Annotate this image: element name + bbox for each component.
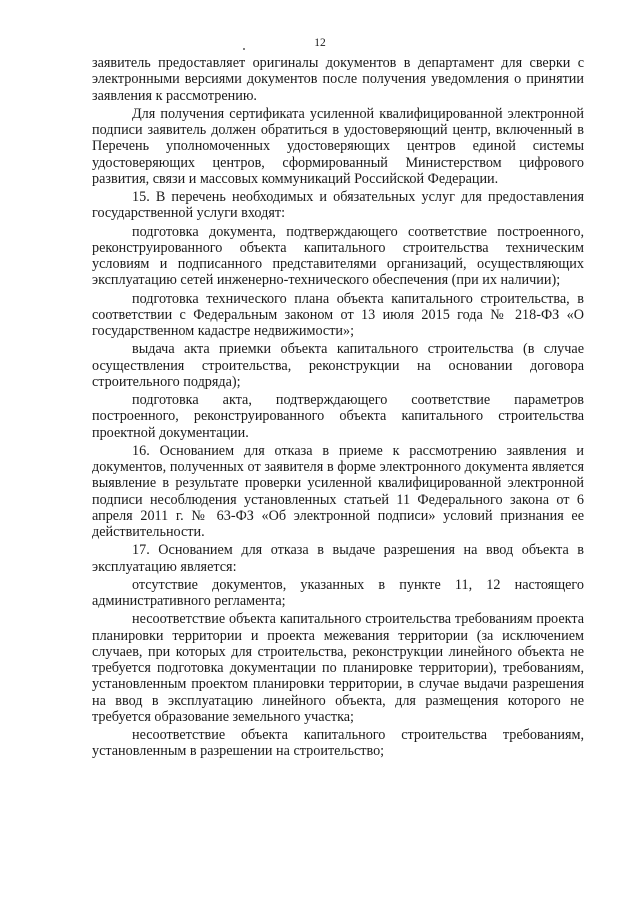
paragraph-section-15: 15. В перечень необходимых и обязательных услуг для предоставления государственной услуги входят: xyxy=(92,189,584,222)
document-body xyxy=(92,55,584,762)
list-item-planning-mismatch: несоответствие объекта капитального строительства требованиям проекта планировки территории и проекта межевания территории (за исключением случаев, при которых для строительства, реконструкции линейного объекта не требуется подготовка документации по планировке территории), требованиям, установленным проектом планировки территории, в случае выдачи разрешения на ввод в эксплуатацию линейного объекта, для размещения которого не требуется образование земельного участка; xyxy=(92,611,584,725)
paragraph-section-17: 17. Основанием для отказа в выдаче разрешения на ввод объекта в эксплуатацию является: xyxy=(92,542,584,575)
list-item-parameters-act: подготовка акта, подтверждающего соответствие параметров построенного, реконструированного объекта капитального строительства проектной документации. xyxy=(92,392,584,441)
list-item-permit-mismatch: несоответствие объекта капитального строительства требованиям, установленным в разрешении на строительство; xyxy=(92,727,584,760)
list-item-acceptance-act: выдача акта приемки объекта капитального строительства (в случае осуществления строительства, реконструкции на основании договора строительного подряда); xyxy=(92,341,584,390)
list-item-missing-documents: отсутствие документов, указанных в пункте 11, 12 настоящего административного регламента; xyxy=(92,576,584,609)
scan-speck xyxy=(243,48,245,50)
paragraph-signature-certificate: Для получения сертификата усиленной квалифицированной электронной подписи заявитель должен обратиться в удостоверяющий центр, включенный в Перечень уполномоченных удостоверяющих центров единой системы удостоверяющих центров, сформированный Министерством цифрового развития, связи и массовых коммуникаций Российской Федерации. xyxy=(92,105,584,187)
list-item-compliance-document: подготовка документа, подтверждающего соответствие построенного, реконструированного объекта капитального строительства техническим условиям и подписанного представителями организаций, осуществляющих эксплуатацию сетей инженерно-технического обеспечения (при их наличии); xyxy=(92,223,584,289)
page-number: 12 xyxy=(314,37,326,49)
paragraph-continuation: заявитель предоставляет оригиналы документов в департамент для сверки с электронными версиями документов после получения уведомления о принятии заявления к рассмотрению. xyxy=(92,55,584,104)
paragraph-section-16: 16. Основанием для отказа в приеме к рассмотрению заявления и документов, полученных от заявителя в форме электронного документа является выявление в результате проверки усиленной квалифицированной электронной подписи несоблюдения установленных статьей 11 Федерального закона от 6 апреля 2011 г. № 63-ФЗ «Об электронной подписи» условий признания ее действительности. xyxy=(92,442,584,540)
list-item-technical-plan: подготовка технического плана объекта капитального строительства, в соответствии с Федеральным законом от 13 июля 2015 года № 218-ФЗ «О государственном кадастре недвижимости»; xyxy=(92,290,584,339)
